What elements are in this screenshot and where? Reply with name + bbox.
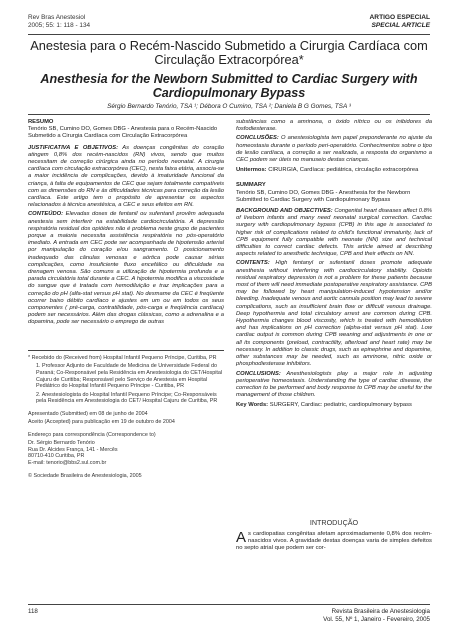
- drop-cap: A: [236, 529, 247, 546]
- contents-text: High fentanyl or sufentanil doses promote adequate anesthesia without interfering with cardiocirculatory stability. Opioids residual respiratory depression is not a problem for these patients because most of them will need immediate postoperative respiratory assistance. CPB may be followed by heart manipulation-induced hypotension and/or bleeding. Inadequate venous and aortic cannula position may lead to severe complications, such as insufficient brain flow or difficult venous drainage. Deep hypothermia and total circulatory arrest are common during CPB. Hypothermia changes blood viscosity, which is treated with hemodilution and has implications on pH correction (alpha-stat versus pH stat). Low cardiac output is common during CPB weaning and adjustments in one or all its components (preload, contractility, afterload and heart rate) may be necessary. In addition to classic drugs, such as epinephrine and dopamine, other substances may be needed, such as amrinone, nitric oxide or phosphodiesterase inhibitors.: [236, 260, 432, 368]
- article-type-en: SPECIAL ARTICLE: [371, 22, 430, 30]
- journal-citation: 2005; 55: 1: 118 - 134: [28, 22, 91, 30]
- conclusions-label: CONCLUSIONS:: [236, 370, 281, 377]
- copyright: © Sociedade Brasileira de Anestesiologia, 2005: [28, 472, 142, 479]
- unitermos-paragraph: [236, 167, 432, 174]
- submitted-date: Apresentado (Submitted) em 08 de junho de 2004: [28, 410, 148, 417]
- justificativa-text: As doenças congênitas do coração atingem 0,8% dos recém-nascidos (RN) vivos, sendo que muitos necessitam de correção cirúrgica ainda no período neonatal. A cirurgia cardíaca com circulação extracorpórea (CEC), nesta faixa etária, associa-se a maior incidência de complicações, devido à imaturidade funcional da criança, à falta de equipamentos de CEC que sejam totalmente compatíveis com as dimensões do RN e às dificuldades técnicas para correção da lesão cardíaca. Este artigo tem o propósito de apresentar os aspectos relacionados à técnica anestésica, a CEC e seus efeitos em RN.: [28, 144, 224, 209]
- resumo-reference: Tenório SB, Cumino DO, Gomes DBG - Anestesia para o Recém-Nascido Submetido a Cirurgia Cardíaca com Circulação Extracorpórea: [28, 126, 218, 140]
- introduction-heading: INTRODUÇÃO: [309, 518, 359, 527]
- right-column: [236, 119, 432, 412]
- keywords-paragraph: [236, 402, 432, 409]
- address-name: Dr. Sérgio Bernardo Tenório: [28, 440, 95, 447]
- justificativa-paragraph: [28, 145, 224, 210]
- conclusoes-paragraph: [236, 135, 432, 164]
- footnote-divider: [28, 350, 224, 351]
- title-portuguese: Anestesia para o Recém-Nascido Submetido a Cirurgia Cardíaca com Circulação Extracorpórea*: [30, 38, 428, 67]
- justificativa-label: JUSTIFICATIVA E OBJETIVOS:: [28, 144, 119, 151]
- unitermos-text: CIRURGIA, Cardíaca: pediátrica, circulação extracorpórea: [266, 167, 419, 174]
- contents-paragraph: [236, 260, 432, 368]
- footer-journal: [323, 608, 430, 624]
- conteudo-label: CONTEÚDO:: [28, 211, 64, 218]
- title-english: Anesthesia for the Newborn Submitted to Cardiac Surgery with Cardiopulmonary Bypass: [40, 72, 418, 100]
- conteudo-text: Elevadas doses de fentanil ou sufentanil provêm adequada anestesia sem interferir na estabilidade cardiocirculatória. A depressão respiratória residual dos opióides não é problema neste grupo de pacientes porque a maioria necessita assistência respiratória no pós-operatório imediato. A entrada em CEC pode ser acompanhada de hipotensão arterial por manipulação do coração e/ou sangramento. O posicionamento inadequado das cânulas venosas e aórtica pode causar sérias complicações, como insuficiente fluxo encefálico ou dificuldade na drenagem venosa. São comuns a utilização de hipotermia profunda e a parada circulatória total durante a CEC. A hipotermia modifica a viscosidade do sangue que é tratada com hemodiluição e traz implicações para a correção do pH (alfa-stat versus pH stat). No desmame da CEC é freqüente ocorrer baixo débito cardíaco e ajustes em um ou em todos os seus componentes ( pré-carga, contratilidade, pós-carga e freqüência cardíaca) podem ser necessários. Além das drogas clássicas, como a adrenalina e a dopamina, pode ser necessário o emprego de outras: [28, 211, 224, 326]
- article-type: [370, 14, 430, 30]
- address-email[interactable]: E-mail: tenorio@bbs2.sul.com.br: [28, 460, 107, 467]
- introduction-text: s cardiopatias congênitas afetam aproximadamente 0,8% dos recém-nascidos vivos. A gravidade destas doenças varia de simples defeitos no septo atrial que podem ser cor-: [236, 531, 432, 552]
- authors: Sérgio Bernardo Tenório, TSA ¹; Débora O Cumino, TSA ²; Daniela B G Gomes, TSA ³: [107, 103, 351, 110]
- journal-header: [28, 14, 90, 30]
- summary-heading: SUMMARY: [236, 182, 266, 189]
- contents-label: CONTENTS:: [236, 260, 270, 267]
- accepted-date: Aceito (Accepted) para publicação em 19 de outubro de 2004: [28, 419, 175, 426]
- unitermos-label: Unitermos:: [236, 167, 267, 174]
- footer-issue: Vol. 55, Nº 1, Janeiro - Fevereiro, 2005: [323, 616, 430, 623]
- correspondence-heading: Endereço para correspondência (Correspondence to): [28, 431, 156, 438]
- footer-journal-name: Revista Brasileira de Anestesiologia: [331, 608, 430, 615]
- footnote-received: * Recebido do (Received from) Hospital Infantil Pequeno Príncipe, Curitiba, PR: [28, 355, 217, 361]
- header-divider: [28, 34, 430, 35]
- article-type-pt: ARTIGO ESPECIAL: [369, 14, 430, 21]
- introduction-paragraph: [236, 531, 432, 553]
- conclusions-text: Anesthesiologists play a major role in adjusting perioperative homeostasis. Understanding the type of cardiac disease, the correction to be performed and body response to CPB may be useful for the management of those children.: [236, 370, 432, 399]
- conteudo-continued: substâncias como a amrinona, o óxido nítrico ou os inibidores da fosfodiesterase.: [236, 119, 432, 133]
- keywords-label: Key Words:: [236, 402, 269, 409]
- address-street: Rua Dr. Alcides França, 141 - Mercês: [28, 446, 118, 453]
- keywords-text: SURGERY, Cardiac: pediatric, cardiopulmonary bypass: [268, 402, 412, 409]
- conclusoes-text: O anestesiologista tem papel preponderante no ajuste da homeostasia durante o período peri-operatório. Conhecimentos sobre o tipo de lesão cardíaca, a correção a ser realizada, a resposta do organismo a CEC podem ser úteis no manuseio destas crianças.: [236, 135, 432, 164]
- journal-name: Rev Bras Anestesiol: [28, 14, 86, 21]
- conteudo-paragraph: [28, 211, 224, 326]
- conclusoes-label: CONCLUSÕES:: [236, 135, 279, 142]
- footnote-2: 2. Anestesiologista do Hospital Infantil Pequeno Príncipe; Co-Responsáveis pela Residência em Anestesiologia do CET/ Hospital Cajuru de Curitiba, PR: [36, 391, 218, 405]
- left-column: [28, 119, 224, 329]
- address-city: 80710-410 Curitiba, PR: [28, 453, 85, 460]
- page-number: 118: [28, 608, 38, 615]
- resumo-heading: RESUMO: [28, 119, 54, 125]
- background-text: Congenital heart diseases affect 0.8% of liveborn infants and many need neonatal surgical correction. Cardiac surgery with cardiopulmonary bypass (CPB) in this age is associated to higher risk of complications related to child's functional immaturity, lack of CPB equipment fully compatible with neonate (NN) size and technical difficulties to correct cardiac defects. This article aimed at describing aspects related to anesthetic technique, CPB and their effects on NN.: [236, 208, 432, 258]
- background-paragraph: [236, 208, 432, 258]
- authors-divider: [28, 114, 430, 115]
- summary-reference: Tenório SB, Cumino DO, Gomes DBG - Anesthesia for the Newborn Submitted to Cardiac Surgery with Cardiopulmonary Bypass: [236, 189, 411, 203]
- footer-divider: [28, 604, 430, 605]
- footnote-1: 1. Professor Adjunto de Faculdade de Medicina de Universidade Federal do Paraná; Co-Responsável pela Residência em Anestesiologia do CET/Hospital Cajuru de Curitiba; Responsável pelo Serviço de Anestesia em Hospital Pediátrico do Hospital Infantil Pequeno Príncipe - Curitiba, PR: [36, 363, 223, 390]
- background-label: BACKGROUND AND OBJECTIVES:: [236, 208, 333, 215]
- footnotes: [28, 355, 224, 481]
- conclusions-paragraph: [236, 371, 432, 400]
